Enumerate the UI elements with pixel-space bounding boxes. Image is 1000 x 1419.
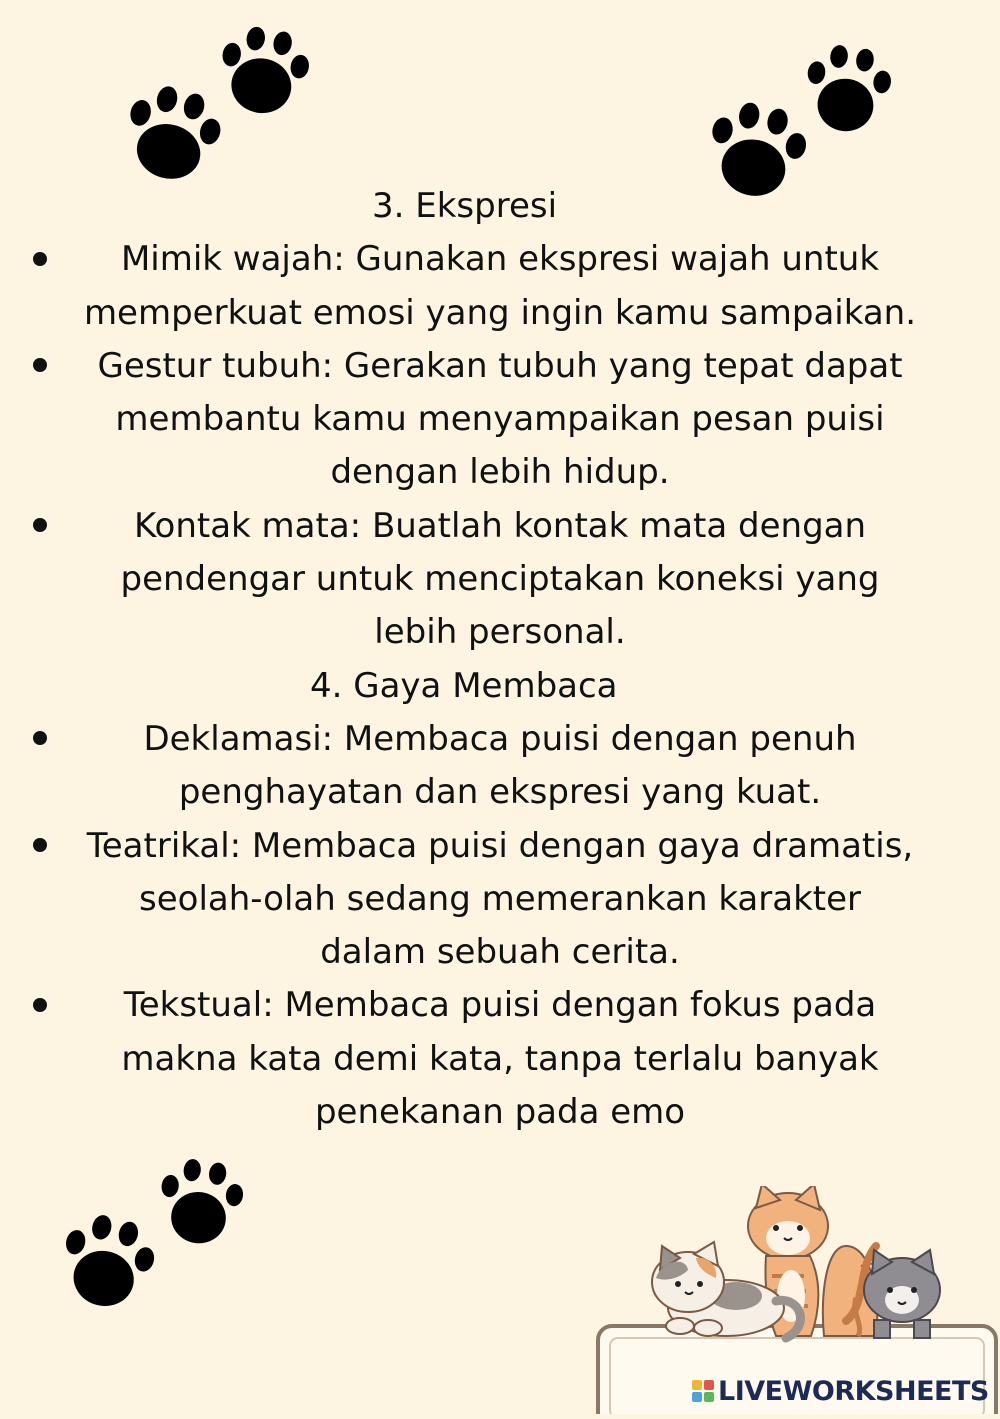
list-item (0, 340, 1000, 500)
item-line: makna kata demi kata, tanpa terlalu banyak (121, 1038, 879, 1079)
bullet-icon (25, 713, 55, 766)
paw-print-icon (154, 1150, 248, 1254)
paw-print-icon (214, 18, 314, 123)
section-heading-text: 4. Gaya Membaca (310, 665, 618, 706)
bullet-icon (25, 500, 55, 553)
item-line: penghayatan dan ekspresi yang kuat. (178, 772, 822, 813)
list-item (0, 979, 1000, 1139)
item-line: dengan lebih hidup. (330, 452, 670, 493)
item-line: dalam sebuah cerita. (320, 932, 680, 973)
list-item (0, 713, 1000, 820)
item-line: membantu kamu menyampaikan pesan puisi (115, 399, 885, 440)
item-line: Deklamasi: Membaca puisi dengan penuh (143, 718, 857, 759)
item-line: memperkuat emosi yang ingin kamu sampaikan. (83, 292, 917, 333)
logo-text: LIVEWORKSHEETS (718, 1375, 989, 1407)
section-heading (0, 660, 1000, 713)
paw-print-icon (118, 80, 228, 185)
paw-print-icon (56, 1208, 160, 1314)
item-line: Mimik wajah: Gunakan ekspresi wajah untuk (120, 239, 880, 280)
liveworksheets-logo (692, 1374, 989, 1408)
bullet-icon (25, 979, 55, 1032)
document-body (0, 180, 1000, 1139)
logo-square (692, 1392, 702, 1402)
section-heading (0, 180, 1000, 233)
section-heading-text: 3. Ekspresi (372, 186, 558, 226)
list-item (0, 820, 1000, 980)
logo-square (704, 1380, 714, 1390)
item-line: seolah-olah sedang memerankan karakter (139, 878, 861, 919)
list-item (0, 233, 1000, 340)
item-line: Kontak mata: Buatlah kontak mata dengan (133, 505, 867, 546)
logo-mark-icon (692, 1380, 714, 1402)
bullet-icon (25, 233, 55, 286)
item-line: penekanan pada emo (314, 1092, 686, 1133)
item-line: Teatrikal: Membaca puisi dengan gaya dramatis, (86, 825, 914, 866)
list-item (0, 500, 1000, 660)
logo-square (692, 1380, 702, 1390)
item-line: pendengar untuk menciptakan koneksi yang (120, 559, 880, 600)
item-line: Gestur tubuh: Gerakan tubuh yang tepat dapat (97, 345, 903, 386)
item-line: Tekstual: Membaca puisi dengan fokus pada (123, 985, 877, 1026)
bullet-icon (25, 340, 55, 393)
logo-square (704, 1392, 714, 1402)
bullet-icon (25, 820, 55, 873)
paw-print-icon (800, 36, 896, 142)
item-line: lebih personal. (374, 612, 626, 653)
